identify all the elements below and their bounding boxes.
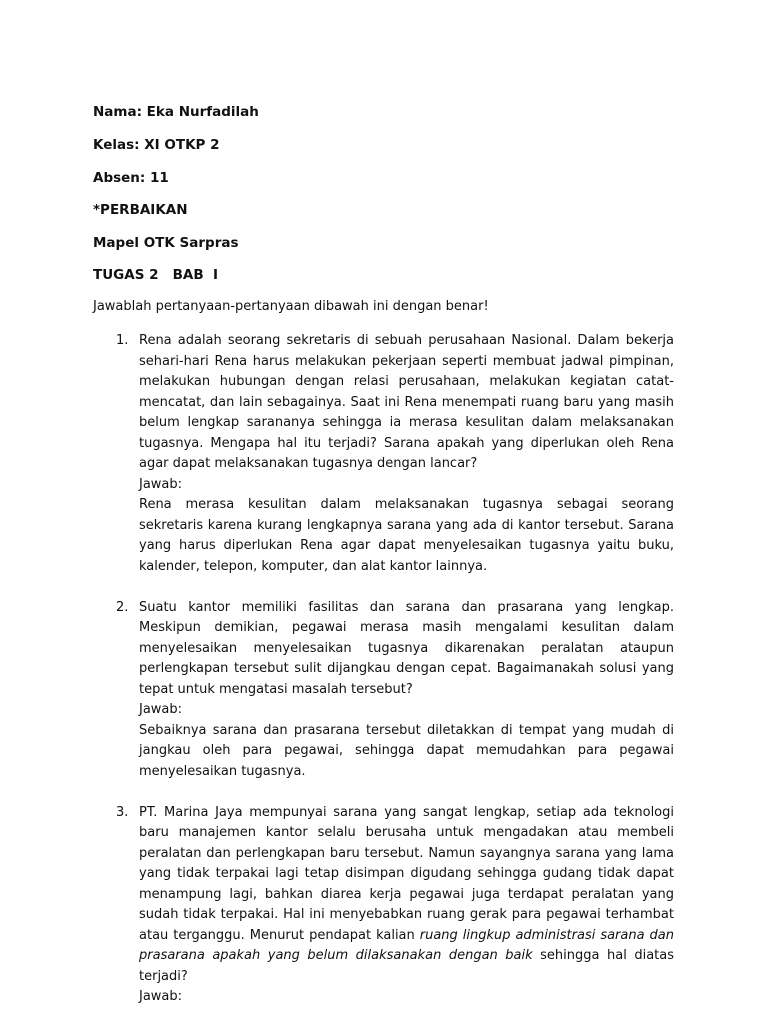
question-item (0, 331, 768, 577)
instruction-text: Jawablah pertanyaan-pertanyaan dibawah ini dengan benar! (93, 299, 489, 314)
student-absen: Absen: 11 (93, 170, 169, 186)
assignment-title: TUGAS 2 BAB I (93, 267, 219, 283)
question-text (139, 803, 674, 988)
question-body (139, 803, 674, 1008)
question-body (139, 598, 674, 783)
student-class: Kelas: XI OTKP 2 (93, 137, 220, 153)
question-body (139, 331, 674, 577)
question-text-part: sehingga hal diatas terjadi? (139, 948, 674, 984)
question-item (0, 598, 768, 783)
question-number: 1. (116, 333, 129, 348)
answer-label: Jawab: (139, 989, 183, 1004)
question-number: 2. (116, 599, 129, 615)
question-text: Rena adalah seorang sekretaris di sebuah perusahaan Nasional. Dalam bekerja sehari-hari Rena harus melakukan pekerjaan seperti membuat jadwal pimpinan, melakukan hubungan dengan relasi perusahaan, melakukan kegiatan catat-mencatat, dan lain sebagainya. Saat ini Rena menempati ruang baru yang masih belum lengkap sarananya sehingga ia merasa kesulitan dalam melaksanakan tugasnya. Mengapa hal itu terjadi? Sarana apakah yang diperlukan oleh Rena agar dapat melaksanakan tugasnya dengan lancar? (139, 333, 674, 471)
answer-text: Rena merasa kesulitan dalam melaksanakan tugasnya sebagai seorang sekretaris karena kurang lengkapnya sarana yang ada di kantor tersebut. Sarana yang harus diperlukan Rena agar dapat menyelesaikan tugasnya yaitu buku, kalender, telepon, komputer, dan alat kantor lainnya. (139, 497, 674, 574)
answer-label: Jawab: (139, 476, 183, 492)
question-text-part: PT. Marina Jaya mempunyai sarana yang sangat lengkap, setiap ada teknologi baru manajemen kantor selalu berusaha untuk mengadakan atau membeli peralatan dan perlengkapan baru tersebut. Namun sayangnya sarana yang lama yang tidak terpakai lagi tetap disimpan digudang sehingga gudang tidak dapat menampung lagi, bahkan diarea kerja pegawai juga terdapat peralatan yang sudah tidak terpakai. Hal ini menyebabkan ruang gerak para pegawai terhambat atau terganggu. Menurut pendapat kalian (139, 804, 674, 943)
question-list (0, 331, 768, 1028)
subject-title: Mapel OTK Sarpras (93, 235, 239, 251)
question-text: Suatu kantor memiliki fasilitas dan sarana dan prasarana yang lengkap. Meskipun demikian, pegawai merasa masih mengalami kesulitan dalam menyelesaikan menyelesaikan tugasnya dikarenakan peralatan ataupun perlengkapan tersebut sulit dijangkau dengan cepat. Bagaimanakah solusi yang tepat untuk mengatasi masalah tersebut? (139, 599, 674, 697)
question-text-emphasis: ruang lingkup administrasi sarana dan prasarana apakah yang belum dilaksanakan dengan baik (139, 927, 674, 963)
answer-label: Jawab: (139, 702, 183, 717)
question-item (0, 803, 768, 1008)
question-number: 3. (116, 804, 129, 820)
answer-text: Sebaiknya sarana dan prasarana tersebut diletakkan di tempat yang mudah di jangkau oleh para pegawai, sehingga dapat memudahkan para pegawai menyelesaikan tugasnya. (139, 722, 674, 779)
revision-label: *PERBAIKAN (93, 202, 188, 218)
student-name: Nama: Eka Nurfadilah (93, 104, 259, 120)
